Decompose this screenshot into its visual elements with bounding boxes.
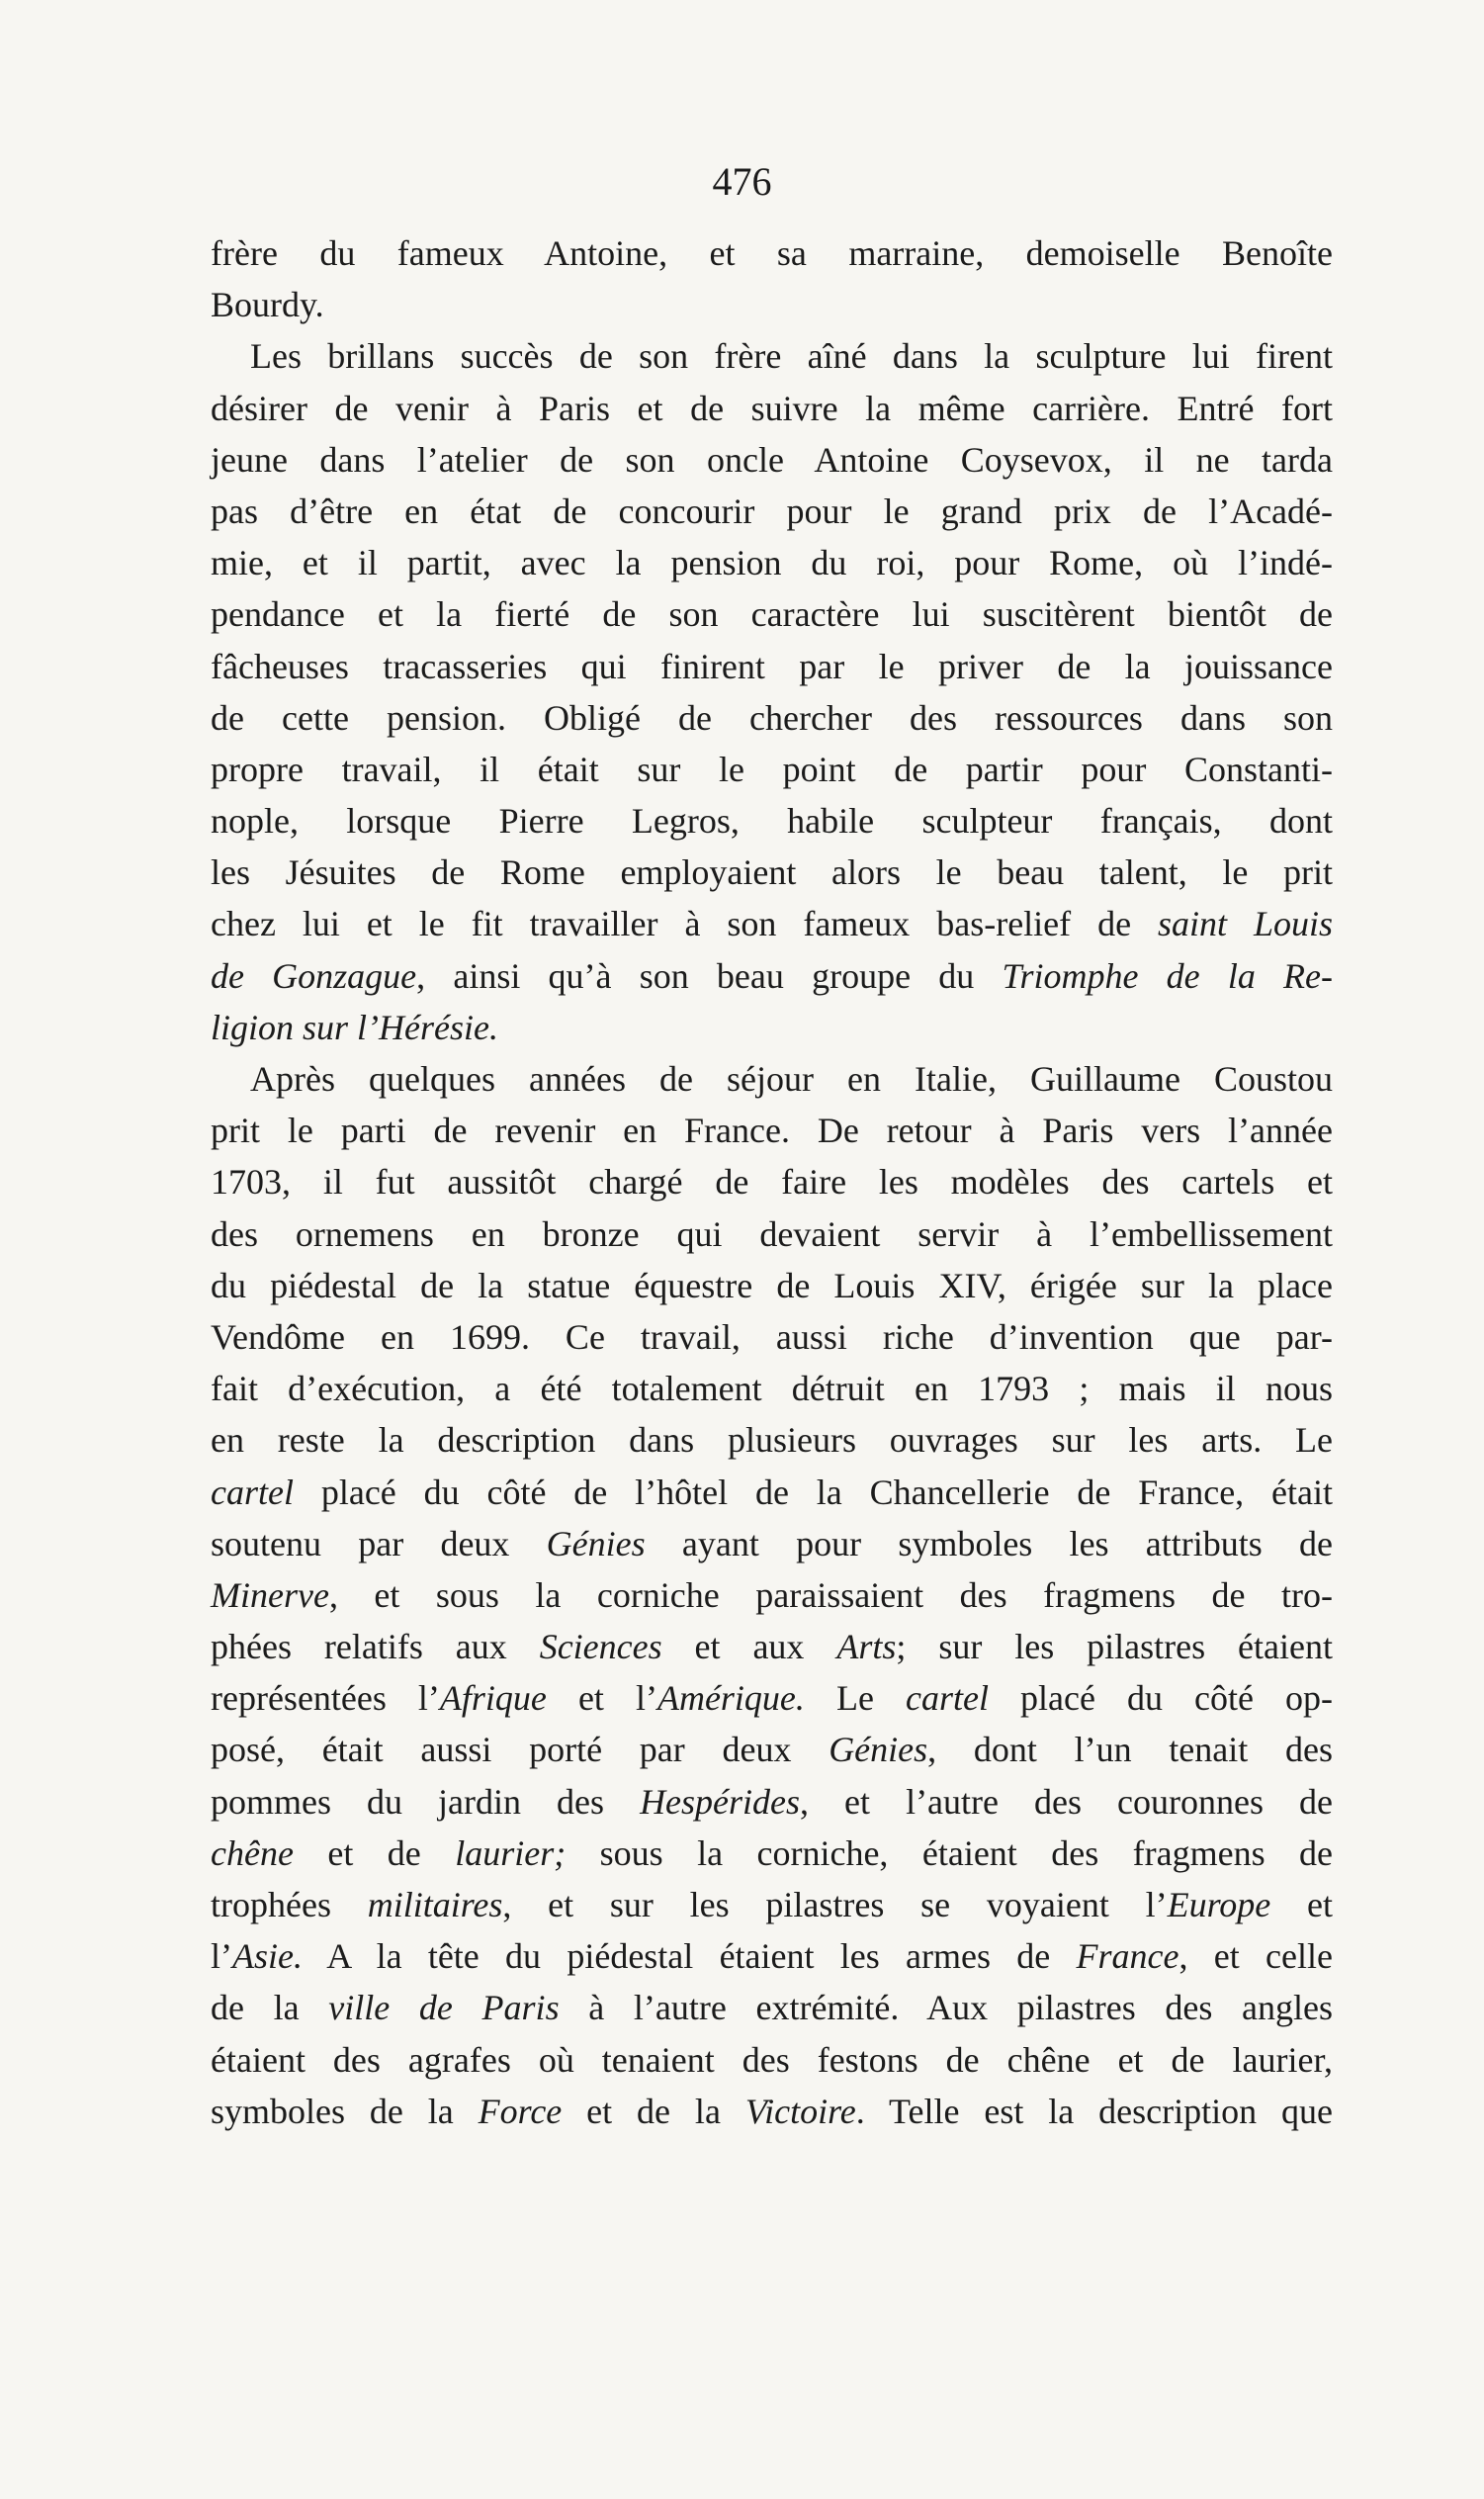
text-line (211, 795, 1333, 847)
italic-text: Triomphe de la Re- (1002, 955, 1333, 996)
text-line (211, 1156, 1333, 1207)
text-line (211, 1930, 1333, 1982)
text-line (211, 588, 1333, 640)
text-segment: du piédestal de la statue équestre de Louis XIV, érigée sur la place (211, 1265, 1333, 1305)
text-segment: sous la corniche, étaient des fragmens de (566, 1832, 1334, 1873)
text-segment: et aux (661, 1627, 837, 1667)
text-segment: . Telle est la description que (855, 2091, 1333, 2131)
text-segment: à l’autre extrémité. Aux pilastres des angles (559, 1988, 1333, 2028)
page-number: 476 (712, 159, 772, 204)
text-segment: fait d’exécution, a été totalement détruit en 1793 ; mais il nous (211, 1369, 1333, 1409)
text-segment: propre travail, il était sur le point de partir pour Constanti- (211, 749, 1333, 789)
text-segment: les Jésuites de Rome employaient alors le beau talent, le prit (211, 852, 1333, 893)
text-segment: ayant pour symboles les attributs de (645, 1523, 1334, 1563)
text-segment: l’ (211, 1936, 232, 1977)
text-segment: représentées l’ (211, 1678, 440, 1719)
text-segment: étaient des agrafes où tenaient des festons de chêne et de laurier, (211, 2039, 1333, 2080)
text-segment: posé, était aussi porté par deux (211, 1730, 829, 1770)
text-line (211, 1414, 1333, 1466)
text-segment: pas d’être en état de concourir pour le grand prix de l’Acadé- (211, 491, 1333, 531)
text-line (211, 1053, 1333, 1105)
text-line (211, 1105, 1333, 1156)
text-line (211, 1260, 1333, 1311)
text-line (211, 1208, 1333, 1260)
text-segment: mie, et il partit, avec la pension du roi, pour Rome, où l’indé- (211, 543, 1333, 583)
text-line (211, 1828, 1333, 1879)
italic-text: laurier; (455, 1832, 567, 1873)
text-segment: placé du côté op- (988, 1678, 1333, 1719)
text-segment: symboles de la (211, 2091, 479, 2131)
text-segment: , dont l’un tenait des (927, 1730, 1333, 1770)
text-segment: placé du côté de l’hôtel de la Chancellerie de France, était (293, 1472, 1333, 1512)
text-line (211, 1724, 1333, 1775)
text-segment: et (1270, 1885, 1333, 1924)
text-segment: jeune dans l’atelier de son oncle Antoine Coysevox, il ne tarda (211, 439, 1333, 480)
italic-text: Sciences (539, 1627, 662, 1667)
italic-text: Victoire (744, 2091, 856, 2131)
text-line (211, 641, 1333, 692)
italic-text: ville de Paris (328, 1988, 560, 2028)
text-line (211, 486, 1333, 537)
italic-text: ligion sur l’Hérésie. (211, 1007, 498, 1047)
text-segment: , et sur les pilastres se voyaient l’ (502, 1885, 1168, 1924)
text-segment: 1703, il fut aussitôt chargé de faire les modèles des cartels et (211, 1162, 1333, 1203)
text-segment: prit le parti de revenir en France. De retour à Paris vers l’année (211, 1111, 1333, 1151)
text-line (211, 434, 1333, 486)
italic-text: militaires (367, 1885, 503, 1924)
text-segment: et de (293, 1832, 456, 1873)
italic-text: chêne (211, 1832, 294, 1873)
text-line (211, 330, 1333, 382)
italic-text: saint Louis (1158, 904, 1334, 944)
italic-text: France (1076, 1936, 1179, 1977)
text-segment: phées relatifs aux (211, 1627, 540, 1667)
text-segment: , ainsi qu’à son beau groupe du (416, 955, 1003, 996)
italic-text: cartel (905, 1678, 989, 1719)
text-segment: A la tête du piédestal étaient les armes de (302, 1936, 1077, 1977)
text-line (211, 1002, 1333, 1053)
text-line (211, 950, 1333, 1002)
italic-text: Force (478, 2091, 563, 2131)
text-line (211, 744, 1333, 795)
text-segment: désirer de venir à Paris et de suivre la même carrière. Entré fort (211, 388, 1333, 428)
italic-text: Génies (546, 1523, 646, 1563)
text-segment: de la (211, 1988, 329, 2028)
text-segment: frère du fameux Antoine, et sa marraine, demoiselle Benoîte (211, 233, 1333, 273)
italic-text: de Gonzague (211, 955, 417, 996)
text-segment: Bourdy. (211, 285, 324, 325)
text-line (211, 1776, 1333, 1828)
text-segment: , et celle (1178, 1936, 1333, 1977)
text-line (211, 692, 1333, 744)
text-segment: de cette pension. Obligé de chercher des ressources dans son (211, 697, 1333, 738)
text-line (211, 383, 1333, 434)
italic-text: Afrique (439, 1678, 547, 1719)
italic-text: Asie. (232, 1936, 303, 1977)
text-segment: nople, lorsque Pierre Legros, habile sculpteur français, dont (211, 801, 1333, 842)
text-line (211, 1621, 1333, 1672)
text-line (211, 227, 1333, 279)
text-line (211, 847, 1333, 898)
text-line (211, 279, 1333, 330)
text-line (211, 1982, 1333, 2033)
text-segment: soutenu par deux (211, 1523, 547, 1563)
italic-text: cartel (211, 1472, 294, 1512)
text-segment: , et l’autre des couronnes de (800, 1781, 1334, 1822)
text-segment: pommes du jardin des (211, 1781, 641, 1822)
text-segment: et de la (562, 2091, 745, 2131)
text-line (211, 1363, 1333, 1414)
text-segment: fâcheuses tracasseries qui finirent par le priver de la jouissance (211, 646, 1333, 686)
text-line (211, 537, 1333, 588)
text-line (211, 1569, 1333, 1621)
italic-text: Minerve (211, 1574, 329, 1615)
text-segment: ; sur les pilastres étaient (896, 1627, 1333, 1667)
text-line (211, 2086, 1333, 2137)
text-segment: et l’ (546, 1678, 657, 1719)
text-segment: chez lui et le fit travailler à son fameux bas-relief de (211, 904, 1159, 944)
italic-text: Amérique. (656, 1678, 805, 1719)
text-line (211, 1672, 1333, 1724)
text-segment: Après quelques années de séjour en Italie, Guillaume Coustou (250, 1059, 1333, 1099)
text-segment: Le (804, 1678, 906, 1719)
text-line (211, 1311, 1333, 1363)
text-line (211, 1467, 1333, 1518)
text-line (211, 1518, 1333, 1569)
text-line (211, 1879, 1333, 1930)
text-segment: des ornemens en bronze qui devaient servir à l’embellissement (211, 1213, 1333, 1254)
text-segment: trophées (211, 1885, 368, 1924)
italic-text: Hespérides (640, 1781, 801, 1822)
text-segment: Les brillans succès de son frère aîné dans la sculpture lui firent (250, 336, 1333, 377)
italic-text: Génies (829, 1730, 928, 1770)
text-segment: en reste la description dans plusieurs ouvrages sur les arts. Le (211, 1420, 1333, 1461)
text-line (211, 898, 1333, 949)
text-segment: pendance et la fierté de son caractère lui suscitèrent bientôt de (211, 594, 1333, 635)
italic-text: Arts (836, 1627, 897, 1667)
text-line (211, 2034, 1333, 2086)
text-segment: , et sous la corniche paraissaient des fragmens de tro- (328, 1574, 1333, 1615)
text-segment: Vendôme en 1699. Ce travail, aussi riche d’invention que par- (211, 1316, 1333, 1357)
body-text (211, 227, 1333, 2137)
italic-text: Europe (1167, 1885, 1271, 1924)
